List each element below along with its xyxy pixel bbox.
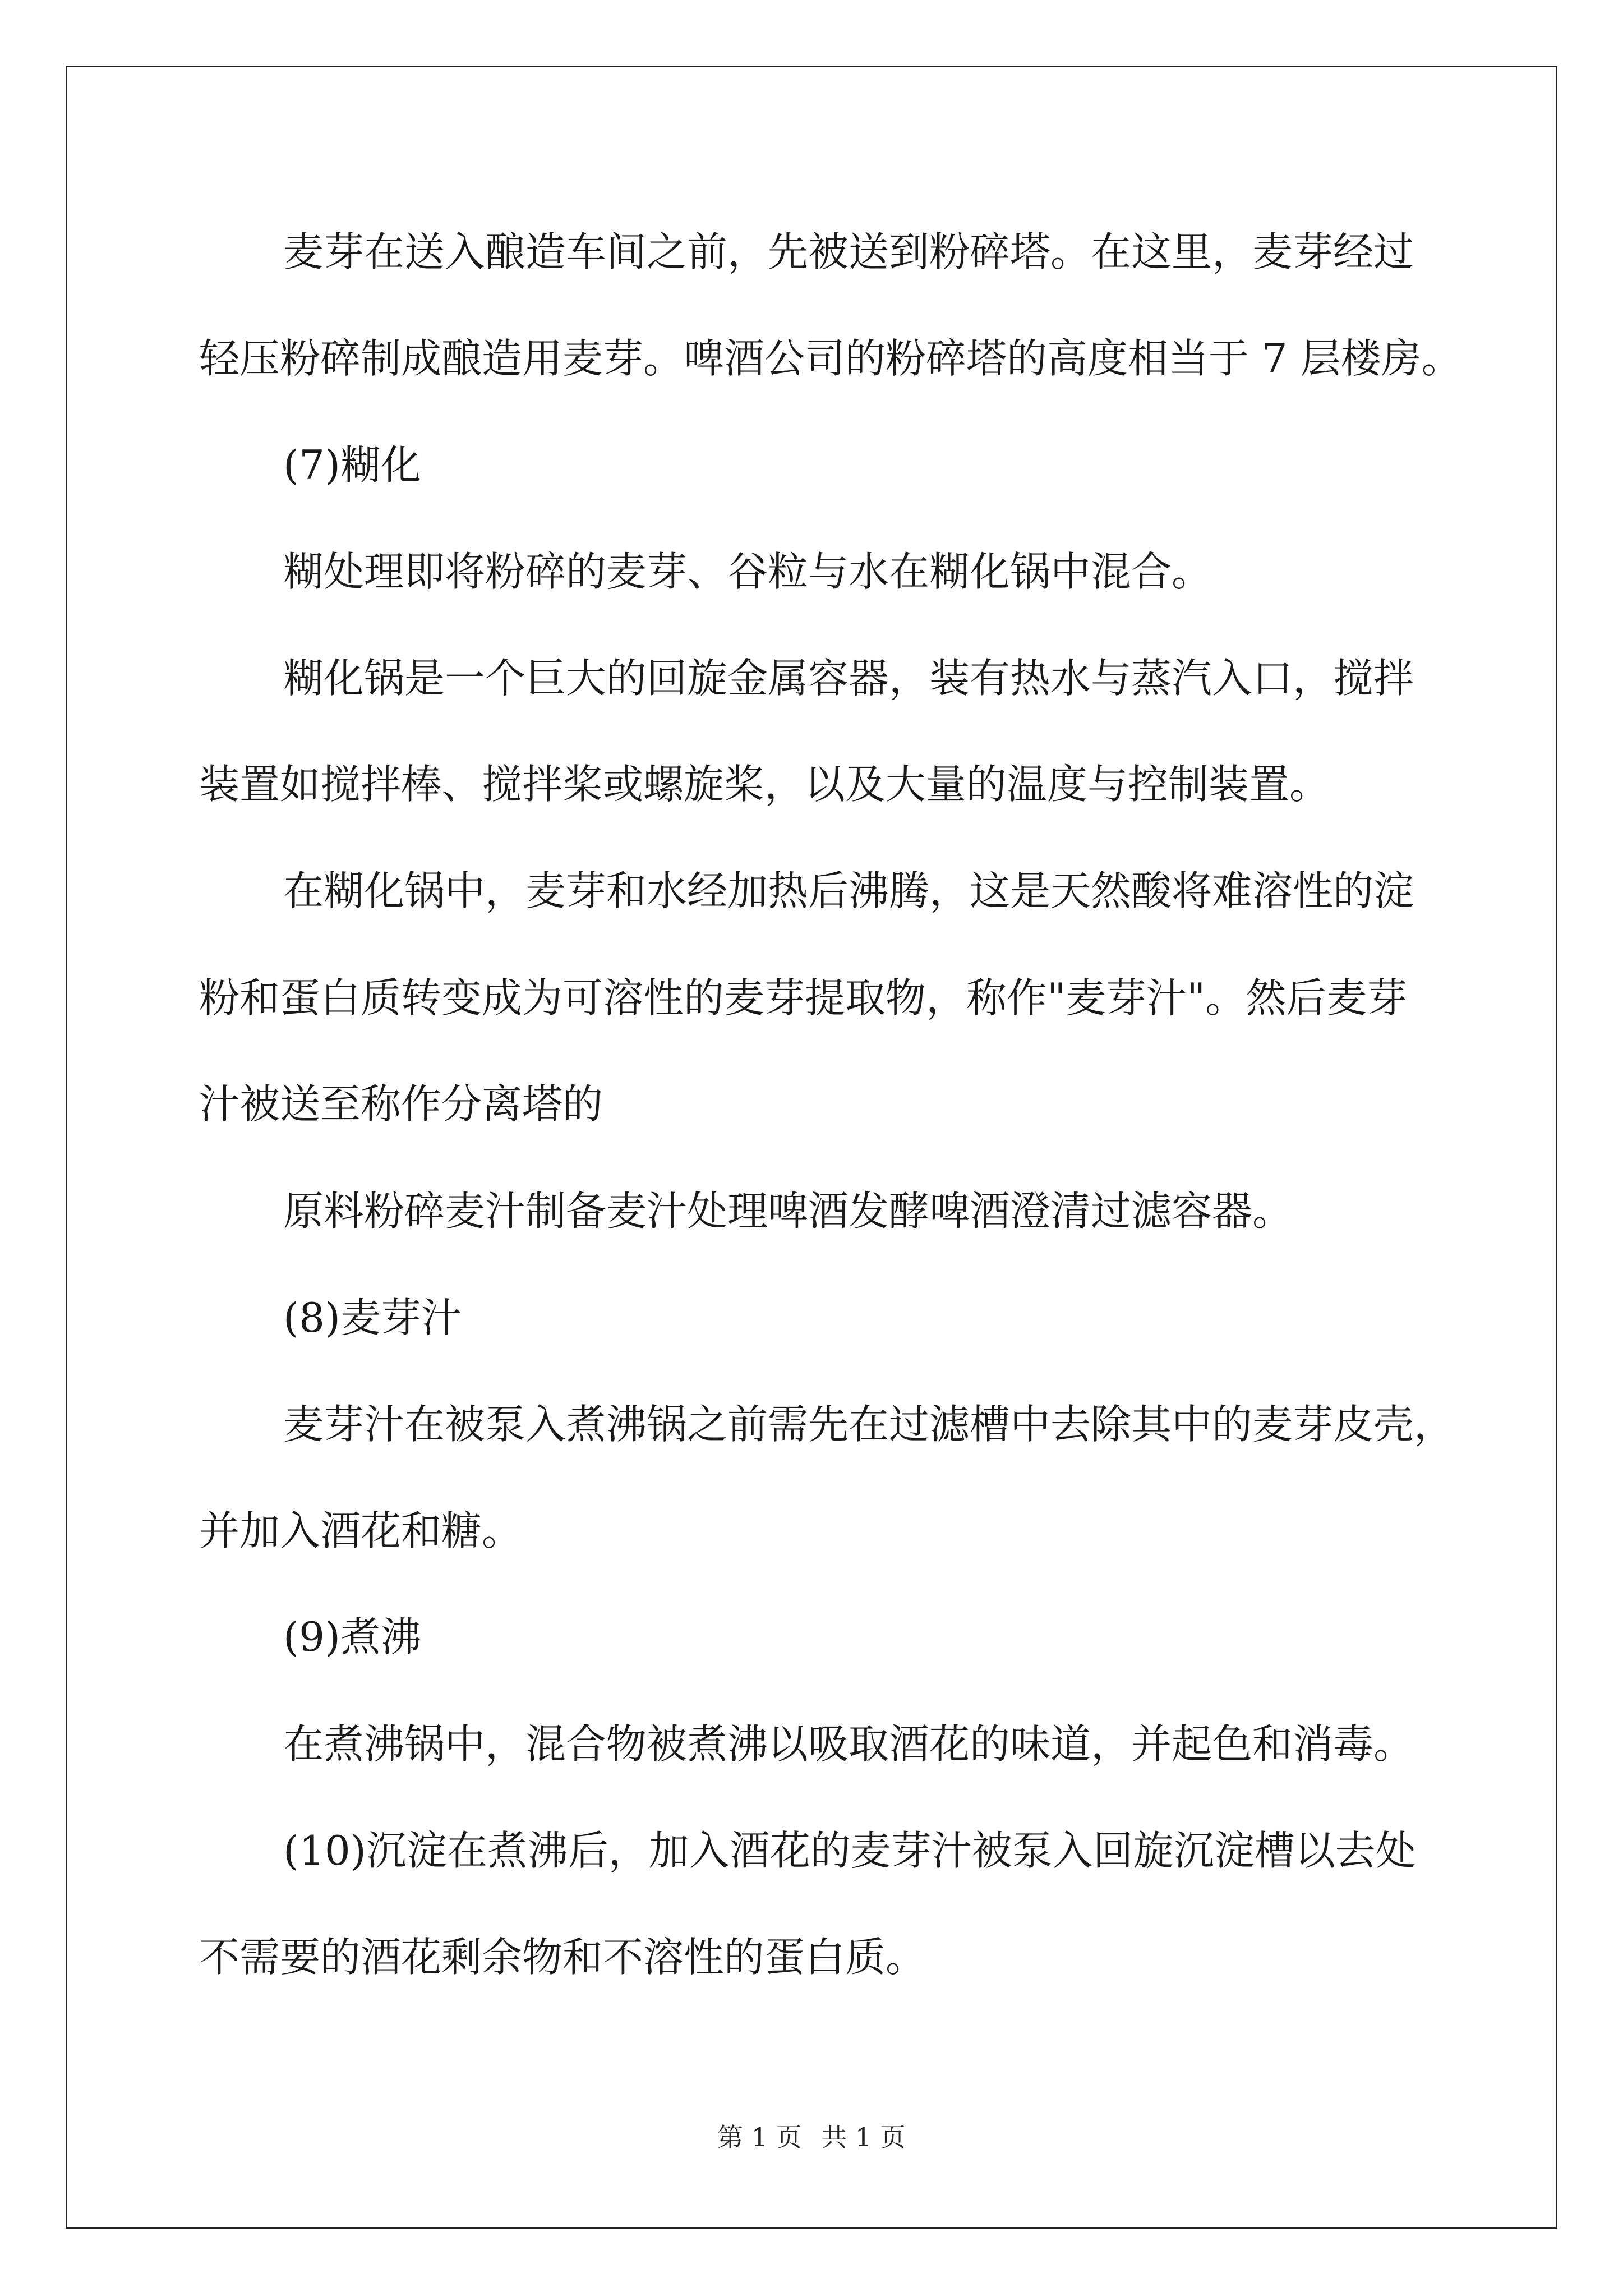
text-line: 在煮沸锅中，混合物被煮沸以吸取酒花的味道，并起色和消毒。 bbox=[283, 1720, 1414, 1768]
text-line: 麦芽汁在被泵入煮沸锅之前需先在过滤槽中去除其中的麦芽皮壳， bbox=[283, 1401, 1455, 1448]
page-footer bbox=[0, 2120, 1623, 2154]
text-line: 粉和蛋白质转变成为可溶性的麦芽提取物，称作"麦芽汁"。然后麦芽 bbox=[199, 974, 1408, 1022]
text-line: 原料粉碎麦汁制备麦汁处理啤酒发酵啤酒澄清过滤容器。 bbox=[283, 1188, 1293, 1235]
text-line: (10)沉淀在煮沸后，加入酒花的麦芽汁被泵入回旋沉淀槽以去处 bbox=[283, 1827, 1416, 1874]
section-heading: (7)糊化 bbox=[283, 441, 421, 489]
page-number-total: 共 1 页 bbox=[821, 2122, 906, 2152]
text-line: 糊处理即将粉碎的麦芽、谷粒与水在糊化锅中混合。 bbox=[283, 548, 1212, 595]
section-heading: (9)煮沸 bbox=[283, 1613, 421, 1660]
text-line: 并加入酒花和糖。 bbox=[199, 1507, 523, 1554]
text-line: 麦芽在送入酿造车间之前，先被送到粉碎塔。在这里，麦芽经过 bbox=[283, 228, 1414, 275]
text-line: 糊化锅是一个巨大的回旋金属容器，装有热水与蒸汽入口，搅拌 bbox=[283, 655, 1414, 702]
page-number-current: 第 1 页 bbox=[717, 2122, 802, 2152]
text-line: 轻压粉碎制成酿造用麦芽。啤酒公司的粉碎塔的高度相当于 7 层楼房。 bbox=[199, 335, 1462, 382]
text-line: 汁被送至称作分离塔的 bbox=[199, 1080, 603, 1128]
text-line: 不需要的酒花剩余物和不溶性的蛋白质。 bbox=[199, 1934, 926, 1981]
text-line: 在糊化锅中，麦芽和水经加热后沸腾，这是天然酸将难溶性的淀 bbox=[283, 867, 1414, 914]
page-border bbox=[66, 66, 1557, 2229]
text-line: 装置如搅拌棒、搅拌桨或螺旋桨，以及大量的温度与控制装置。 bbox=[199, 761, 1330, 808]
section-heading: (8)麦芽汁 bbox=[283, 1294, 462, 1341]
